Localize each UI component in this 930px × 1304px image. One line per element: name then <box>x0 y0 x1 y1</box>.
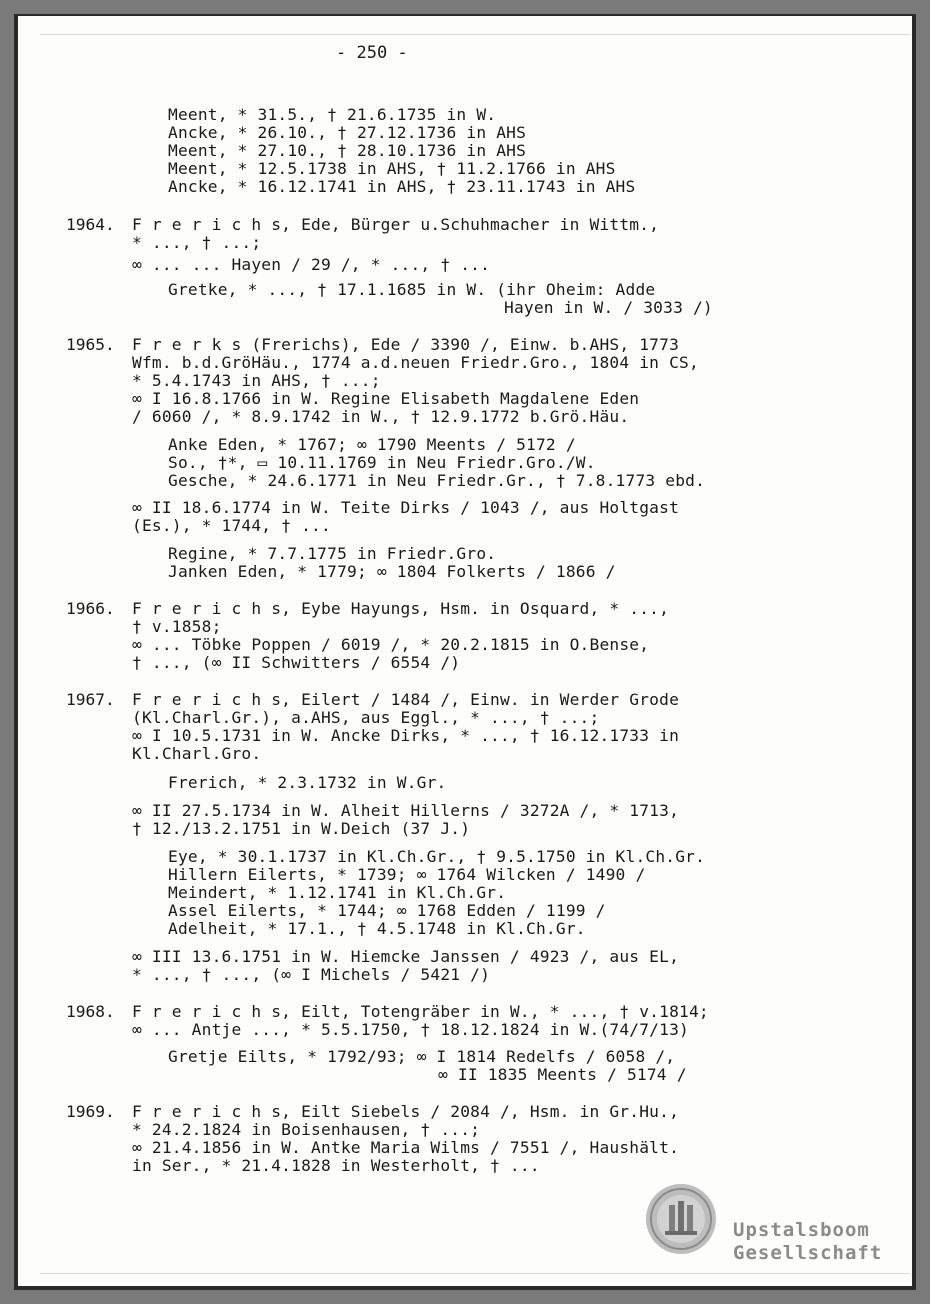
child-line: Meent, * 31.5., † 21.6.1735 in W. <box>168 105 497 124</box>
entry-line: † v.1858; <box>132 617 222 636</box>
entry-number: 1969. <box>66 1102 115 1121</box>
entry-line: (Kl.Charl.Gr.), a.AHS, aus Eggl., * ..., † ...; <box>132 708 600 727</box>
child-line: Frerich, * 2.3.1732 in W.Gr. <box>168 773 447 792</box>
entry-heading: F r e r i c h s, Eilt Siebels / 2084 /, Hsm. in Gr.Hu., <box>132 1102 680 1121</box>
entry-heading: F r e r i c h s, Eybe Hayungs, Hsm. in Osquard, * ..., <box>132 599 670 618</box>
entry-line: * 24.2.1824 in Boisenhausen, † ...; <box>132 1120 481 1139</box>
bottom-rule <box>40 1273 910 1274</box>
marriage-line: ∞ ... Töbke Poppen / 6019 /, * 20.2.1815 in O.Bense, <box>132 635 650 654</box>
child-line: ∞ II 1835 Meents / 5174 / <box>438 1065 687 1084</box>
marriage-line: ∞ II 27.5.1734 in W. Alheit Hillerns / 3272A /, * 1713, <box>132 801 680 820</box>
child-line: Anke Eden, * 1767; ∞ 1790 Meents / 5172 / <box>168 435 576 454</box>
child-line: Meent, * 12.5.1738 in AHS, † 11.2.1766 in AHS <box>168 159 616 178</box>
child-line: Hillern Eilerts, * 1739; ∞ 1764 Wilcken / 1490 / <box>168 865 646 884</box>
entry-number: 1965. <box>66 335 115 354</box>
child-line: Gretje Eilts, * 1792/93; ∞ I 1814 Redelfs / 6058 /, <box>168 1047 676 1066</box>
child-line: Adelheit, * 17.1., † 4.5.1748 in Kl.Ch.Gr. <box>168 919 586 938</box>
marriage-line: ∞ ... Antje ..., * 5.5.1750, † 18.12.1824 in W.(74/7/13) <box>132 1020 689 1039</box>
child-line: Hayen in W. / 3033 /) <box>504 298 713 317</box>
child-line: Ancke, * 16.12.1741 in AHS, † 23.11.1743 in AHS <box>168 177 636 196</box>
entry-line: * ..., † ..., (∞ I Michels / 5421 /) <box>132 965 491 984</box>
child-line: Meent, * 27.10., † 28.10.1736 in AHS <box>168 141 527 160</box>
brand-name-line1: Upstalsboom <box>733 1219 870 1241</box>
entry-line: Wfm. b.d.GröHäu., 1774 a.d.neuen Friedr.Gro., 1804 in CS, <box>132 353 699 372</box>
entry-heading: F r e r i c h s, Eilt, Totengräber in W., * ..., † v.1814; <box>132 1002 709 1021</box>
child-line: Eye, * 30.1.1737 in Kl.Ch.Gr., † 9.5.1750 in Kl.Ch.Gr. <box>168 847 706 866</box>
child-line: So., †*, ▭ 10.11.1769 in Neu Friedr.Gro./W. <box>168 453 596 472</box>
marriage-line: ∞ I 10.5.1731 in W. Ancke Dirks, * ..., † 16.12.1733 in <box>132 726 680 745</box>
brand-name-line2: Gesellschaft <box>733 1242 883 1264</box>
entry-line: (Es.), * 1744, † ... <box>132 516 331 535</box>
child-line: Regine, * 7.7.1775 in Friedr.Gro. <box>168 544 497 563</box>
entry-line: / 6060 /, * 8.9.1742 in W., † 12.9.1772 b.Grö.Häu. <box>132 407 630 426</box>
marriage-line: ∞ II 18.6.1774 in W. Teite Dirks / 1043 /, aus Holtgast <box>132 498 680 517</box>
entry-number: 1967. <box>66 690 115 709</box>
child-line: Janken Eden, * 1779; ∞ 1804 Folkerts / 1866 / <box>168 562 616 581</box>
entry-heading: F r e r i c h s, Ede, Bürger u.Schuhmacher in Wittm., <box>132 215 660 234</box>
marriage-line: ∞ ... ... Hayen / 29 /, * ..., † ... <box>132 255 491 274</box>
child-line: Gesche, * 24.6.1771 in Neu Friedr.Gr., † 7.8.1773 ebd. <box>168 471 706 490</box>
child-line: Meindert, * 1.12.1741 in Kl.Ch.Gr. <box>168 883 507 902</box>
entry-line: * 5.4.1743 in AHS, † ...; <box>132 371 381 390</box>
entry-heading: F r e r k s (Frerichs), Ede / 3390 /, Einw. b.AHS, 1773 <box>132 335 680 354</box>
entry-line: † 12./13.2.1751 in W.Deich (37 J.) <box>132 819 471 838</box>
marriage-line: ∞ I 16.8.1766 in W. Regine Elisabeth Magdalene Eden <box>132 389 640 408</box>
seal-logo-icon <box>645 1183 717 1255</box>
entry-heading: F r e r i c h s, Eilert / 1484 /, Einw. in Werder Grode <box>132 690 680 709</box>
page-number: - 250 - <box>336 43 408 63</box>
marriage-line: ∞ III 13.6.1751 in W. Hiemcke Janssen / 4923 /, aus EL, <box>132 947 680 966</box>
entry-line: * ..., † ...; <box>132 233 262 252</box>
entry-line: † ..., (∞ II Schwitters / 6554 /) <box>132 653 461 672</box>
child-line: Ancke, * 26.10., † 27.12.1736 in AHS <box>168 123 527 142</box>
entry-line: Kl.Charl.Gro. <box>132 744 262 763</box>
top-rule <box>40 34 910 35</box>
entry-number: 1966. <box>66 599 115 618</box>
entry-line: in Ser., * 21.4.1828 in Westerholt, † ... <box>132 1156 540 1175</box>
entry-number: 1968. <box>66 1002 115 1021</box>
child-line: Assel Eilerts, * 1744; ∞ 1768 Edden / 1199 / <box>168 901 606 920</box>
entry-number: 1964. <box>66 215 115 234</box>
marriage-line: ∞ 21.4.1856 in W. Antke Maria Wilms / 7551 /, Haushält. <box>132 1138 680 1157</box>
child-line: Gretke, * ..., † 17.1.1685 in W. (ihr Oheim: Adde <box>168 280 656 299</box>
